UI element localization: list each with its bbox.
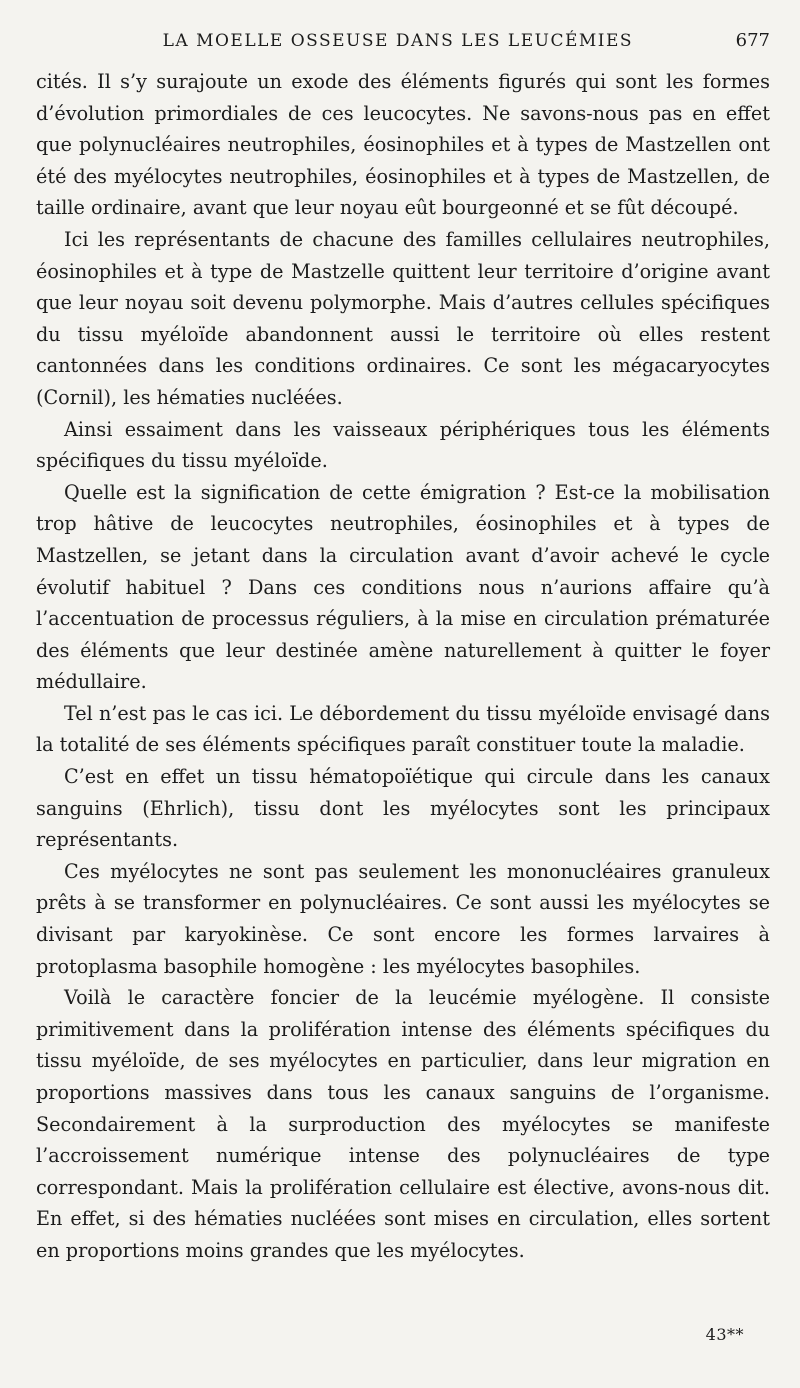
paragraph: cités. Il s’y surajoute un exode des éléments figurés qui sont les formes d’évolution primordiales de ces leucocytes. Ne savons-nous pas en effet que polynucléaires neutrophiles, éosinophiles et à types de Mastzellen ont été des myélocytes neutrophiles, éosinophiles et à types de Mastzellen, de taille ordinaire, avant que leur noyau eût bourgeonné et se fût découpé. (36, 70, 770, 220)
paragraph: Ces myélocytes ne sont pas seulement les mononucléaires granuleux prêts à se transformer en polynucléaires. Ce sont aussi les myélocytes se divisant par karyokinèse. Ce sont encore les formes larvaires à protoplasma basophile homogène : les myélocytes basophiles. (36, 859, 770, 978)
body-text (36, 66, 770, 1267)
paragraph: Tel n’est pas le cas ici. Le débordement du tissu myéloïde envisagé dans la totalité de ses éléments spécifiques paraît constituer toute la maladie. (36, 701, 770, 757)
paragraph: Ainsi essaiment dans les vaisseaux périphériques tous les éléments spécifiques du tissu myéloïde. (36, 417, 770, 473)
paragraph: C’est en effet un tissu hématopoïétique qui circule dans les canaux sanguins (Ehrlich), tissu dont les myélocytes sont les principaux représentants. (36, 765, 770, 852)
paragraph: Voilà le caractère foncier de la leucémie myélogène. Il consiste primitivement dans la prolifération intense des éléments spécifiques du tissu myéloïde, de ses myélocytes en particulier, dans leur migration en proportions massives dans tous les canaux sanguins de l’organisme. Secondairement à la surproduction des myélocytes se manifeste l’accroissement numérique intense des polynucléaires de type correspondant. Mais la prolifération cellulaire est élective, avons-nous dit. En effet, si des hématies nucléées sont mises en circulation, elles sortent en proportions moins grandes que les myélocytes. (36, 986, 770, 1262)
running-title: LA MOELLE OSSEUSE DANS LES LEUCÉMIES (162, 31, 634, 51)
paragraph: Quelle est la signification de cette émigration ? Est-ce la mobilisation trop hâtive de leucocytes neutrophiles, éosinophiles et à types de Mastzellen, se jetant dans la circulation avant d’avoir achevé le cycle évolutif habituel ? Dans ces conditions nous n’aurions affaire qu’à l’accentuation de processus réguliers, à la mise en circulation prématurée des éléments que leur destinée amène naturellement à quitter le foyer médullaire. (36, 480, 770, 694)
signature-mark: 43** (705, 1325, 744, 1344)
running-header (36, 30, 770, 64)
paragraph: Ici les représentants de chacune des familles cellulaires neutrophiles, éosinophiles et à type de Mastzelle quittent leur territoire d’origine avant que leur noyau soit devenu polymorphe. Mais d’autres cellules spécifiques du tissu myéloïde abandonnent aussi le territoire où elles restent cantonnées dans les conditions ordinaires. Ce sont les mégacaryocytes (Cornil), les hématies nucléées. (36, 227, 770, 409)
page-number: 677 (735, 30, 770, 51)
